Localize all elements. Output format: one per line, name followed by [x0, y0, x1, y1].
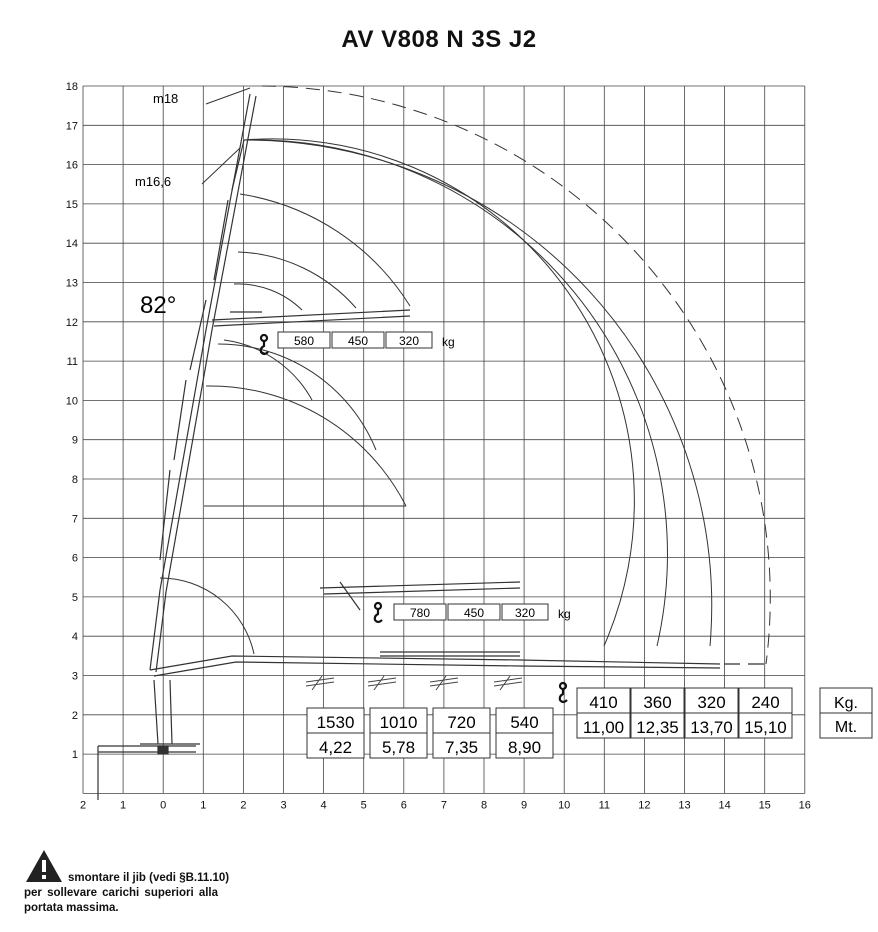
- jib-upper-unit: kg: [442, 335, 455, 349]
- jib-upper-arm: [212, 310, 410, 326]
- y-tick-label: 12: [65, 316, 78, 329]
- grid: [83, 86, 805, 793]
- load-table-low-load: 540: [510, 713, 539, 732]
- load-table-low-load: 1010: [379, 713, 418, 732]
- reach-label-m16-6: m16,6: [135, 174, 172, 189]
- inner-arc-4: [224, 340, 312, 400]
- y-tick-label: 18: [65, 81, 78, 93]
- load-table-high: [577, 688, 872, 738]
- hook-icon-lower: [375, 603, 382, 622]
- hook-icon-main: [560, 683, 567, 702]
- load-table-low-reach: 5,78: [381, 738, 416, 757]
- x-tick-label: 3: [280, 799, 287, 812]
- inner-arc-5: [218, 344, 376, 450]
- envelope-arc-outer-dashed: [262, 86, 770, 664]
- x-tick-label: 5: [360, 799, 367, 812]
- warning-line: per sollevare carichi superiori alla: [24, 887, 219, 899]
- reach-callouts: [202, 88, 250, 184]
- warning-icon: [24, 848, 64, 884]
- x-tick-label: 8: [480, 799, 488, 812]
- x-axis-ticks: [80, 799, 811, 811]
- inner-arc-6: [206, 386, 406, 506]
- y-tick-label: 1: [71, 749, 78, 762]
- load-table-high-load: 240: [751, 693, 780, 712]
- y-tick-label: 11: [66, 356, 78, 369]
- load-table-high-reach: 13,70: [690, 718, 733, 737]
- load-table-low: [307, 708, 553, 758]
- y-tick-label: 9: [71, 434, 78, 447]
- y-tick-label: 3: [71, 670, 78, 683]
- y-tick-label: 16: [65, 159, 78, 172]
- boom-horizontal: [150, 656, 720, 670]
- load-table-low-load: 720: [447, 713, 476, 732]
- x-tick-label: 11: [598, 799, 611, 812]
- x-tick-label: 10: [558, 799, 571, 812]
- inner-arc-2: [238, 252, 356, 308]
- jib-lower-load: 780: [409, 606, 431, 620]
- crane-base: [98, 744, 200, 800]
- x-tick-label: 13: [678, 799, 691, 812]
- y-tick-label: 7: [71, 513, 78, 526]
- load-table-high-reach: 15,10: [744, 718, 787, 737]
- reach-label-m18: m18: [153, 91, 179, 106]
- y-tick-label: 10: [65, 395, 78, 408]
- warning-line: portata massima.: [24, 902, 119, 914]
- x-tick-label: 1: [200, 799, 207, 812]
- crane-pictograms: [306, 676, 522, 690]
- inner-arc-3: [234, 284, 302, 310]
- load-table-low-reach: 4,22: [318, 738, 353, 757]
- jib-lower-unit: kg: [558, 607, 571, 621]
- x-tick-label: 7: [440, 799, 447, 812]
- y-tick-label: 15: [65, 198, 78, 211]
- y-tick-label: 5: [71, 591, 78, 604]
- x-tick-label: 2: [240, 799, 247, 812]
- y-tick-label: 4: [71, 631, 78, 644]
- load-table-high-load: 410: [589, 693, 618, 712]
- load-table-high-reach: 12,35: [636, 718, 679, 737]
- y-tick-label: 14: [65, 238, 78, 251]
- load-table-high-load: 360: [643, 693, 672, 712]
- y-tick-label: 17: [65, 120, 78, 133]
- jib-arc-lower: [160, 578, 254, 654]
- warning-line: smontare il jib (vedi §B.11.10): [68, 872, 230, 884]
- y-axis-ticks: [66, 81, 78, 761]
- inner-arc-1: [240, 194, 410, 306]
- x-tick-label: 0: [160, 799, 167, 812]
- angle-label: 82°: [140, 292, 177, 319]
- envelope-arc-large: [244, 140, 712, 646]
- load-table-high-reach: 11,00: [582, 718, 625, 737]
- x-tick-label: 16: [798, 799, 811, 812]
- y-tick-label: 6: [71, 552, 78, 565]
- x-tick-label: 1: [120, 799, 127, 812]
- jib-lower-load: 320: [514, 606, 536, 620]
- load-table-low-load: 1530: [316, 713, 355, 732]
- x-tick-label: 4: [320, 799, 327, 812]
- x-tick-label: 12: [638, 799, 651, 812]
- jib-upper-load: 450: [347, 334, 369, 348]
- envelope-arc-small: [244, 139, 634, 646]
- y-tick-label: 8: [71, 474, 78, 486]
- x-tick-label: 6: [400, 799, 407, 812]
- jib-upper-load: 580: [293, 334, 315, 348]
- page-title: AV V808 N 3S J2: [341, 26, 537, 53]
- jib-lower-load: 450: [463, 606, 485, 620]
- load-table-low-reach: 7,35: [444, 738, 479, 757]
- x-tick-label: 2: [79, 799, 87, 812]
- y-tick-label: 2: [71, 709, 78, 722]
- unit-load: Kg.: [833, 695, 859, 712]
- load-table-low-reach: 8,90: [507, 738, 542, 757]
- working-arcs: [160, 86, 770, 664]
- unit-reach: Mt.: [834, 719, 858, 736]
- x-tick-label: 15: [758, 799, 771, 812]
- load-table-high-load: 320: [697, 693, 726, 712]
- x-tick-label: 14: [718, 799, 731, 812]
- jib-upper-load: 320: [398, 334, 420, 348]
- x-tick-label: 9: [521, 799, 528, 812]
- y-tick-label: 13: [65, 277, 78, 290]
